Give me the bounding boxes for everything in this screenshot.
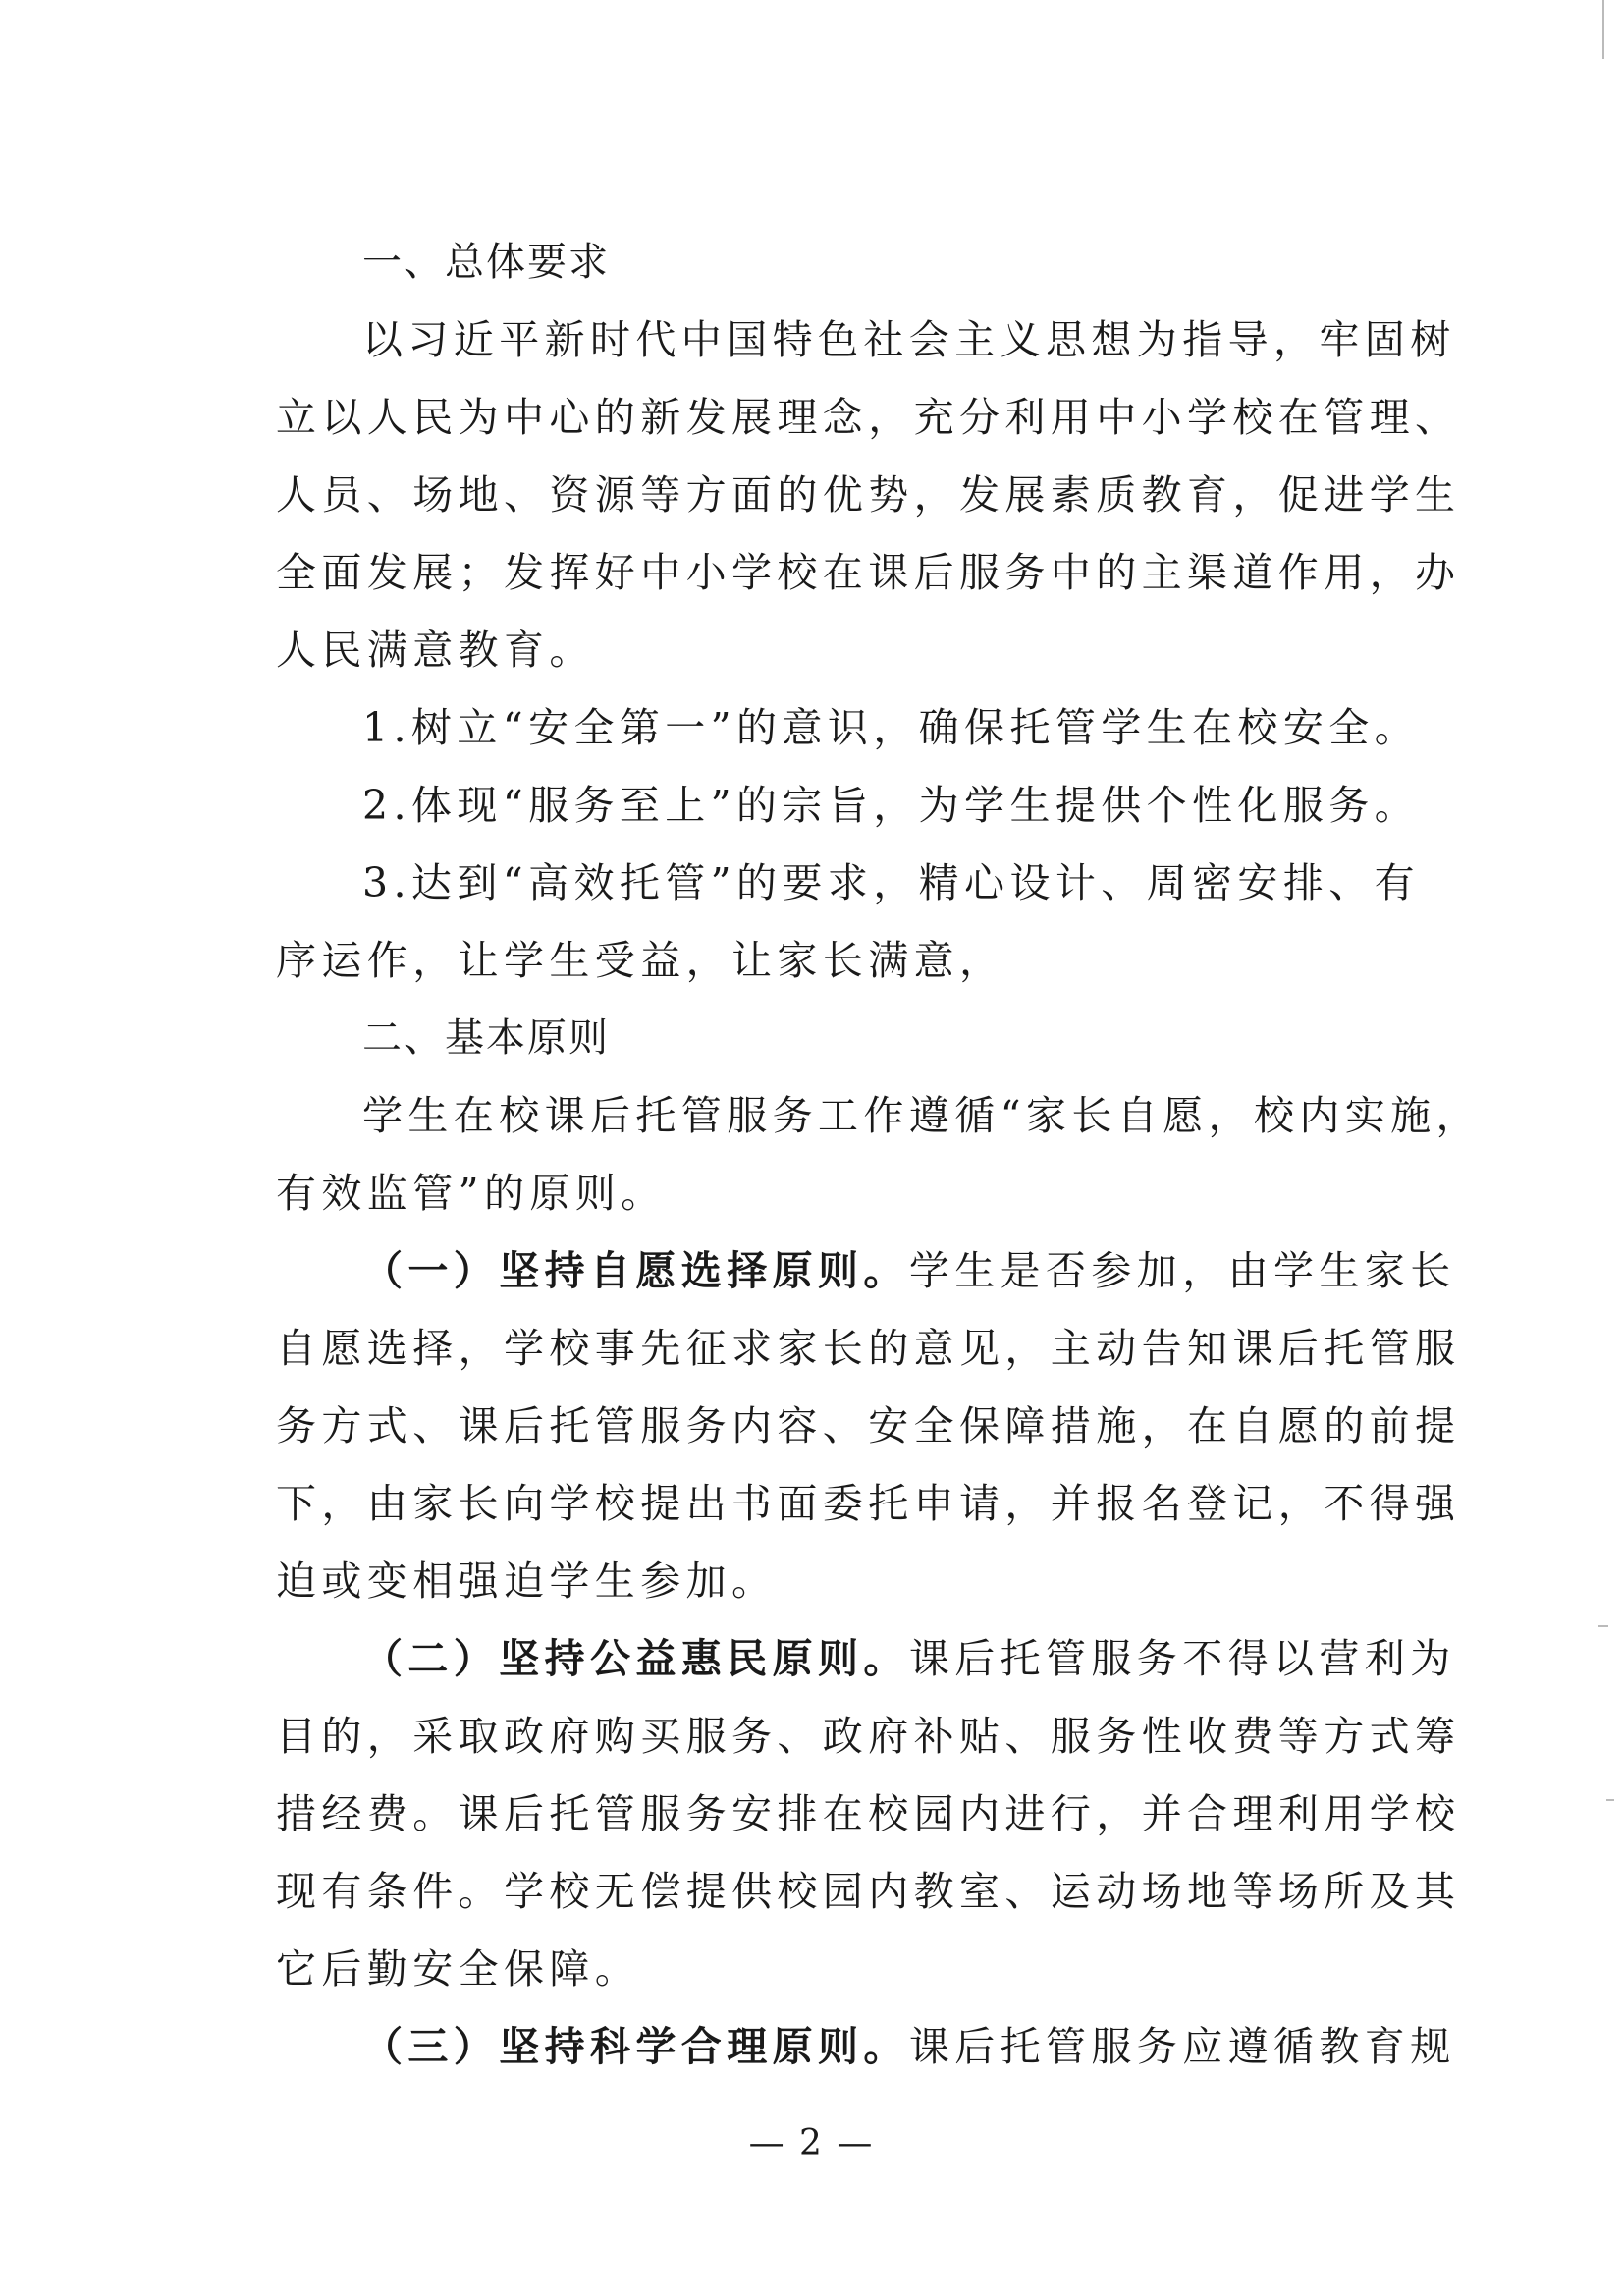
paragraph-line [276, 612, 1405, 689]
paragraph-text: 以习近平新时代中国特色社会主义思想为指导，牢固树 [362, 316, 1456, 363]
principle-title: （三）坚持科学合理原则。 [362, 2023, 909, 2070]
paragraph-line [276, 1543, 1405, 1620]
paragraph-line [276, 1776, 1461, 1853]
paragraph-line [276, 922, 1405, 1000]
paragraph-text: 下，由家长向学校提出书面委托申请，并报名登记，不得强 [276, 1480, 1461, 1527]
paragraph-line [276, 1155, 1405, 1232]
paragraph-text: 学生在校课后托管服务工作遵循“家长自愿，校内实施， [362, 1092, 1482, 1139]
paragraph-text: 人员、场地、资源等方面的优势，发展素质教育，促进学生 [276, 471, 1461, 519]
paragraph-text: 现有条件。学校无偿提供校园内教室、运动场地等场所及其 [276, 1868, 1461, 1915]
paragraph-line [276, 534, 1461, 612]
paragraph-text: 自愿选择，学校事先征求家长的意见，主动告知课后托管服 [276, 1325, 1461, 1372]
paragraph-line [276, 1077, 1482, 1155]
paragraph-line [276, 1232, 1456, 1310]
paragraph-text: 全面发展；发挥好中小学校在课后服务中的主渠道作用，办 [276, 549, 1461, 596]
principle-title: （二）坚持公益惠民原则。 [362, 1635, 909, 1682]
paragraph-text: 3.达到“高效托管”的要求，精心设计、周密安排、有 [362, 859, 1421, 906]
paragraph-text: 2.体现“服务至上”的宗旨，为学生提供个性化服务。 [362, 782, 1421, 829]
paragraph-text: 课后托管服务应遵循教育规 [908, 2023, 1456, 2070]
paragraph-text: 务方式、课后托管服务内容、安全保障措施，在自愿的前提 [276, 1402, 1461, 1449]
paragraph-text: 措经费。课后托管服务安排在校园内进行，并合理利用学校 [276, 1790, 1461, 1837]
paragraph-line [276, 767, 1421, 845]
section-heading: 一、总体要求 [362, 240, 610, 285]
paragraph-line [276, 1931, 1405, 2008]
paragraph-text: 1.树立“安全第一”的意识，确保托管学生在校安全。 [362, 704, 1421, 751]
paragraph-line [276, 301, 1456, 379]
document-body [276, 224, 1482, 2086]
paragraph-line [276, 1620, 1456, 1698]
section-heading: 二、基本原则 [362, 1015, 610, 1061]
paragraph-line [276, 1853, 1461, 1931]
page-number: — 2 — [748, 2123, 875, 2163]
scan-mark [1598, 1625, 1608, 1627]
paragraph-line [276, 689, 1421, 767]
paragraph-text: 有效监管”的原则。 [276, 1170, 667, 1217]
paragraph-line [276, 2008, 1456, 2086]
paragraph-line [276, 1310, 1461, 1388]
principle-title: （一）坚持自愿选择原则。 [362, 1247, 909, 1294]
paragraph-line [276, 1698, 1461, 1776]
paragraph-text: 人民满意教育。 [276, 627, 595, 674]
paragraph-line [276, 1465, 1461, 1543]
paragraph-text: 立以人民为中心的新发展理念，充分利用中小学校在管理、 [276, 394, 1461, 441]
paragraph-text: 学生是否参加，由学生家长 [908, 1247, 1456, 1294]
paragraph-line [276, 1388, 1461, 1465]
paragraph-text: 序运作，让学生受益，让家长满意， [276, 937, 1005, 984]
paragraph-text: 目的，采取政府购买服务、政府补贴、服务性收费等方式筹 [276, 1713, 1461, 1760]
paragraph-line [276, 457, 1461, 534]
scan-mark [1602, 0, 1604, 59]
scan-mark [1606, 1799, 1614, 1801]
paragraph-line [276, 845, 1421, 922]
paragraph-line [276, 379, 1461, 457]
paragraph-text: 迫或变相强迫学生参加。 [276, 1558, 778, 1605]
paragraph-text: 课后托管服务不得以营利为 [908, 1635, 1456, 1682]
paragraph-text: 它后勤安全保障。 [276, 1945, 641, 1993]
